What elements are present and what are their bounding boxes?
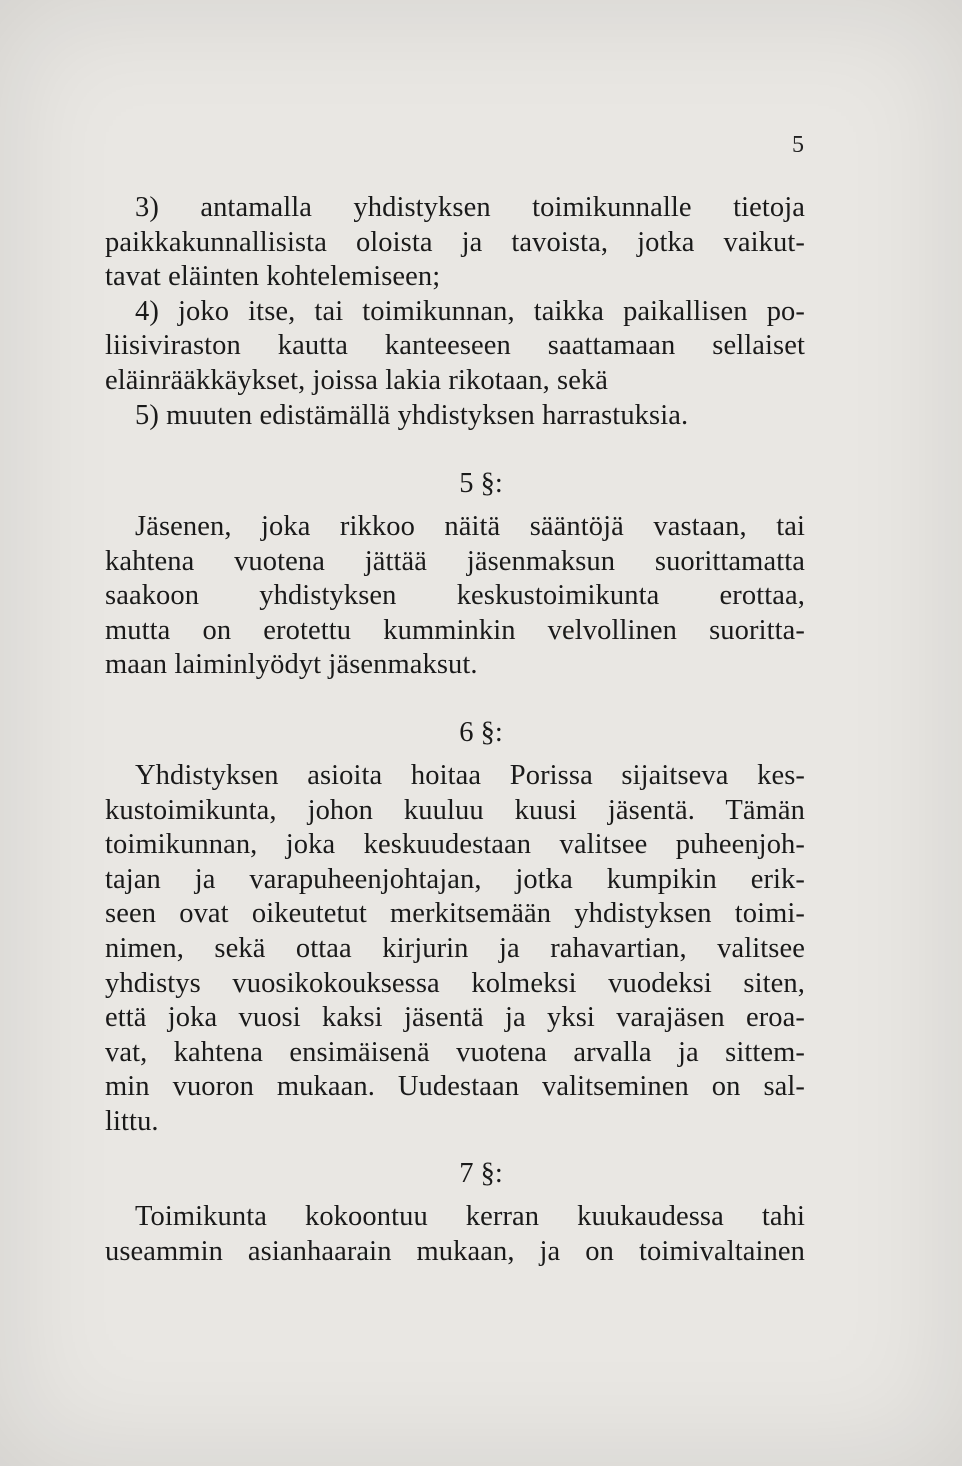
text-line: tavat eläinten kohtelemiseen; xyxy=(105,261,441,293)
text-line: vat, kahtena ensimäisenä vuotena arvalla ja sittem- xyxy=(105,1036,805,1068)
section-heading-5: 5 §: xyxy=(459,468,503,499)
text-line: Yhdistyksen asioita hoitaa Porissa sijaitseva kes- xyxy=(135,760,805,791)
list-paragraph xyxy=(105,191,805,433)
text-line: yhdistys vuosikokouksessa kolmeksi vuodeksi siten, xyxy=(105,967,805,999)
text-line: eläinrääkkäykset, joissa lakia rikotaan, sekä xyxy=(105,364,609,396)
section-7-paragraph xyxy=(105,1200,805,1269)
text-line: mutta on erotettu kumminkin velvollinen suoritta- xyxy=(105,614,805,646)
text-line: 3) antamalla yhdistyksen toimikunnalle tietoja xyxy=(135,192,805,223)
section-6-paragraph xyxy=(105,759,805,1140)
text-line: nimen, sekä ottaa kirjurin ja rahavartian, valitsee xyxy=(105,932,805,964)
text-line: seen ovat oikeutetut merkitsemään yhdistyksen toimi- xyxy=(105,898,805,930)
section-5-paragraph xyxy=(105,510,805,683)
text-line: useammin asianhaarain mukaan, ja on toimivaltainen xyxy=(105,1235,805,1267)
text-line: Jäsenen, joka rikkoo näitä sääntöjä vastaan, tai xyxy=(135,511,805,542)
text-line: maan laiminlyödyt jäsenmaksut. xyxy=(105,649,478,681)
text-line: min vuoron mukaan. Uudestaan valitseminen on sal- xyxy=(105,1071,805,1103)
text-line: että joka vuosi kaksi jäsentä ja yksi varajäsen eroa- xyxy=(105,1002,805,1034)
page-number: 5 xyxy=(792,132,804,158)
section-heading-6: 6 §: xyxy=(459,717,503,748)
text-line: 4) joko itse, tai toimikunnan, taikka paikallisen po- xyxy=(135,295,805,327)
text-line: 5) muuten edistämällä yhdistyksen harrastuksia. xyxy=(135,399,689,431)
text-line: saakoon yhdistyksen keskustoimikunta erottaa, xyxy=(105,580,805,612)
text-line: kustoimikunta, johon kuuluu kuusi jäsentä. Tämän xyxy=(105,794,805,826)
text-line: tajan ja varapuheenjohtajan, jotka kumpikin erik- xyxy=(105,863,805,895)
text-line: toimikunnan, joka keskuudestaan valitsee puheenjoh- xyxy=(105,829,805,861)
text-line: kahtena vuotena jättää jäsenmaksun suorittamatta xyxy=(105,545,805,577)
text-line: liisiviraston kautta kanteeseen saattamaan sellaiset xyxy=(105,330,805,362)
text-line: paikkakunnallisista oloista ja tavoista, jotka vaikut- xyxy=(105,226,805,258)
text-line: Toimikunta kokoontuu kerran kuukaudessa tahi xyxy=(135,1201,805,1232)
section-heading-7: 7 §: xyxy=(459,1158,503,1189)
text-line: littu. xyxy=(105,1105,159,1137)
